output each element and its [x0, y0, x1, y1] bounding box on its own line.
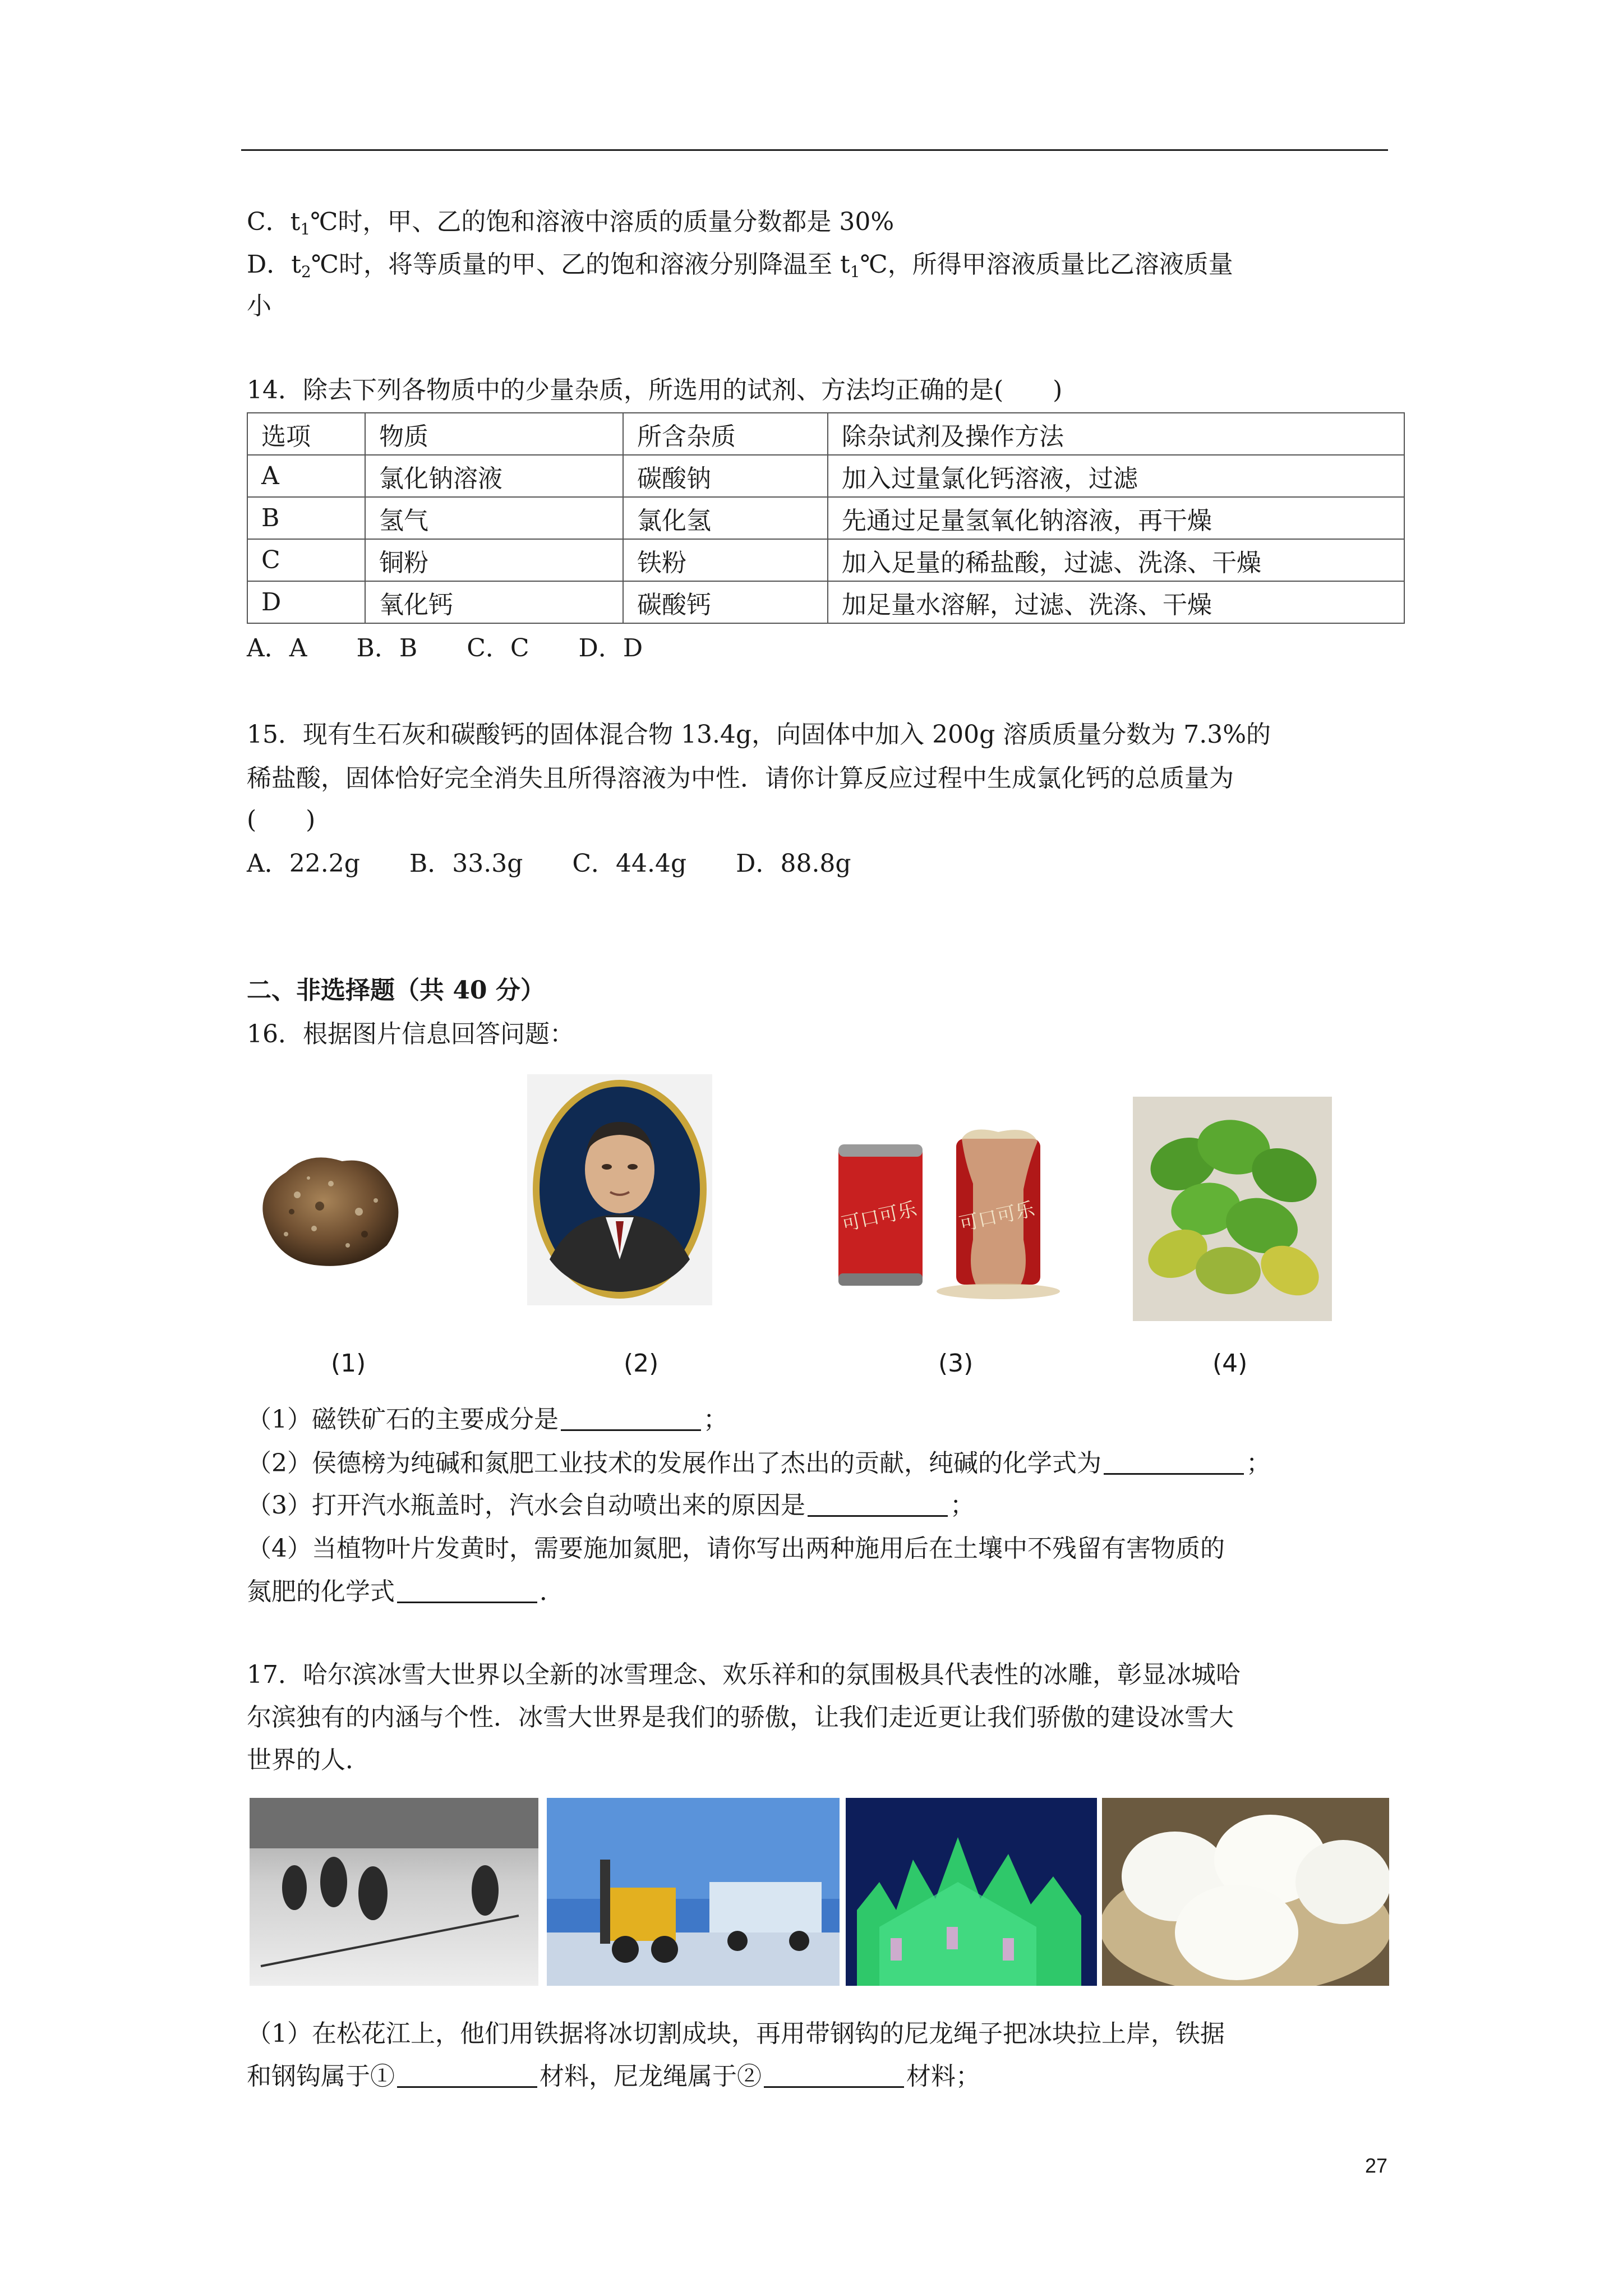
q13-d-mid: ℃时，将等质量的甲、乙的饱和溶液分别降温至 t [311, 250, 850, 279]
q16-sub2-tail: ； [1246, 1449, 1271, 1478]
can-label-text: 可口可乐 [840, 1198, 919, 1236]
answer-blank[interactable] [764, 2064, 904, 2088]
table-cell: 碳酸钙 [623, 581, 828, 623]
table-cell: 加足量水溶解，过滤、洗涤、干燥 [828, 581, 1404, 623]
figure-label: (1) [331, 1349, 366, 1378]
q14-stem: 14．除去下列各物质中的少量杂质，所选用的试剂、方法均正确的是( ) [247, 376, 1063, 404]
table-cell: 氢气 [365, 497, 623, 539]
portrait-image [527, 1074, 712, 1305]
forklift-ice-photo [547, 1798, 840, 1986]
q17-sub1-mid: 材料，尼龙绳属于② [540, 2062, 762, 2091]
q14-options: A．A B．B C．C D．D [247, 634, 643, 662]
answer-blank[interactable] [397, 2064, 537, 2088]
q13-c-sub: 1 [300, 220, 311, 238]
q14-header-cell: 物质 [365, 413, 623, 455]
table-cell: 碳酸钠 [623, 455, 828, 497]
table-cell: 铁粉 [623, 539, 828, 581]
q15-options: A．22.2g B．33.3g C．44.4g D．88.8g [247, 849, 851, 878]
yellowing-plant-image [1133, 1097, 1332, 1321]
header-rule [241, 149, 1388, 151]
figure-label: (2) [624, 1349, 659, 1378]
table-cell: 氯化钠溶液 [365, 455, 623, 497]
table-cell: A [247, 455, 365, 497]
q16-sub3 [247, 1484, 975, 1527]
section-heading: 二、非选择题（共 40 分） [247, 976, 545, 1005]
table-cell: 加入足量的稀盐酸，过滤、洗涤、干燥 [828, 539, 1404, 581]
q17-sub1-line2 [247, 2055, 980, 2098]
page-number: 27 [1364, 2154, 1387, 2177]
table-row [247, 581, 1404, 623]
steamed-buns-photo [1102, 1798, 1389, 1986]
answer-blank[interactable] [561, 1407, 701, 1431]
q13-c-pre: C．t [247, 208, 301, 236]
q15-line1: 15．现有生石灰和碳酸钙的固体混合物 13.4g，向固体中加入 200g 溶质质量分数为 7.3%的 [247, 720, 1271, 749]
q13-option-d-tail: 小 [247, 292, 271, 320]
q15-line2: 稀盐酸，固体恰好完全消失且所得溶液为中性．请你计算反应过程中生成氯化钙的总质量为 [247, 764, 1234, 793]
table-cell: 氧化钙 [365, 581, 623, 623]
q16-sub1-tail: ； [703, 1405, 728, 1434]
q16-sub4-line2 [247, 1571, 564, 1613]
q13-d-post: ℃，所得甲溶液质量比乙溶液质量 [860, 250, 1233, 279]
q14-table [247, 412, 1405, 624]
can-label-text: 可口可乐 [957, 1198, 1037, 1236]
table-cell: 先通过足量氢氧化钠溶液，再干燥 [828, 497, 1404, 539]
q16-sub3-tail: ； [950, 1491, 975, 1520]
table-cell: D [247, 581, 365, 623]
q16-sub1-text: （1）磁铁矿石的主要成分是 [247, 1405, 559, 1434]
q16-sub1 [247, 1398, 728, 1441]
q13-option-d [247, 243, 1233, 293]
q16-sub4-text: 氮肥的化学式 [247, 1577, 395, 1606]
q16-sub3-text: （3）打开汽水瓶盖时，汽水会自动喷出来的原因是 [247, 1491, 805, 1520]
ice-sculpture-night-photo [846, 1798, 1097, 1986]
table-cell: 氯化氢 [623, 497, 828, 539]
table-row [247, 539, 1404, 581]
table-cell: 加入过量氯化钙溶液，过滤 [828, 455, 1404, 497]
q16-sub4-tail: ． [540, 1577, 564, 1606]
figure-label: (3) [938, 1349, 974, 1378]
q17-sub1-line1: （1）在松花江上，他们用铁据将冰切割成块，再用带钢钩的尼龙绳子把冰块拉上岸，铁据 [247, 2019, 1225, 2048]
q13-d-pre: D．t [247, 250, 301, 279]
table-row [247, 497, 1404, 539]
q14-header-cell: 所含杂质 [623, 413, 828, 455]
ice-workers-photo [250, 1798, 538, 1986]
table-cell: 铜粉 [365, 539, 623, 581]
q17-line2: 尔滨独有的内涵与个性．冰雪大世界是我们的骄傲，让我们走近更让我们骄傲的建设冰雪大 [247, 1703, 1234, 1732]
answer-blank[interactable] [808, 1493, 948, 1517]
q16-stem: 16．根据图片信息回答问题： [247, 1020, 574, 1048]
table-row [247, 455, 1404, 497]
q15-line3: ( ) [247, 806, 316, 834]
q13-d-sub: 2 [301, 263, 311, 281]
answer-blank[interactable] [397, 1579, 537, 1603]
table-cell: B [247, 497, 365, 539]
magnetite-rock-image [247, 1139, 409, 1279]
answer-blank[interactable] [1104, 1451, 1244, 1475]
q14-header-cell: 除杂试剂及操作方法 [828, 413, 1404, 455]
q17-sub1-tail: 材料； [906, 2062, 980, 2091]
q13-d-sub2: 1 [850, 263, 860, 281]
soda-cans-image [836, 1128, 1071, 1301]
q17-line3: 世界的人． [247, 1746, 370, 1774]
table-cell: C [247, 539, 365, 581]
figure-label: (4) [1212, 1349, 1248, 1378]
q16-sub4-line1: （4）当植物叶片发黄时，需要施加氮肥，请你写出两种施用后在土壤中不残留有害物质的 [247, 1534, 1225, 1563]
q16-sub2-text: （2）侯德榜为纯碱和氮肥工业技术的发展作出了杰出的贡献，纯碱的化学式为 [247, 1449, 1101, 1478]
q16-sub2 [247, 1442, 1271, 1485]
q17-line1: 17．哈尔滨冰雪大世界以全新的冰雪理念、欢乐祥和的氛围极具代表性的冰雕，彰显冰城哈 [247, 1660, 1241, 1689]
q14-header-row [247, 413, 1404, 455]
q13-c-post: ℃时，甲、乙的饱和溶液中溶质的质量分数都是 30% [310, 208, 895, 236]
q17-sub1-text: 和钢钩属于① [247, 2062, 395, 2091]
q14-header-cell: 选项 [247, 413, 365, 455]
